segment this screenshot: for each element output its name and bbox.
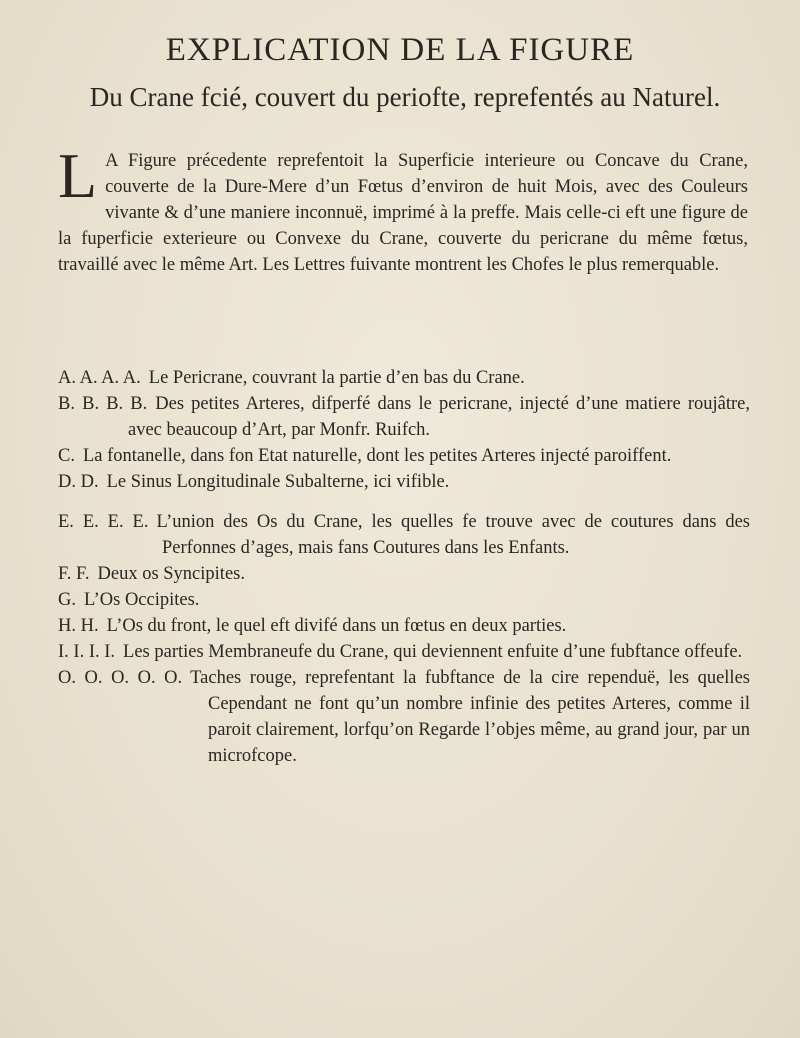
intro-paragraph bbox=[58, 140, 748, 278]
legend-entry bbox=[58, 391, 750, 443]
intro-text: A Figure précedente reprefentoit la Superficie interieure ou Concave du Crane, couverte de la Dure-Mere d’un Fœtus d’environ de huit Mois, avec des Couleurs vivante & d’une maniere inconnuë, imprimé à la preffe. Mais celle-ci eft une figure de la fuperficie exterieure ou Convexe du Crane, couverte du pericrane du même fœtus, travaillé avec le même Art. Les Lettres fuivante montrent les Chofes le plus remerquable. bbox=[58, 151, 748, 275]
legend-entry bbox=[58, 365, 750, 391]
legend-key: D. D. bbox=[58, 472, 99, 492]
legend-text: L’union des Os du Crane, les quelles fe trouve avec de coutures dans des Perfonnes d’ages, mais fans Coutures dans les Enfants. bbox=[156, 512, 750, 558]
drop-cap: L bbox=[58, 140, 98, 211]
page-subtitle: Du Crane fcié, couvert du periofte, reprefentés au Naturel. bbox=[89, 82, 721, 112]
legend-key: A. A. A. A. bbox=[58, 368, 141, 388]
legend-text: La fontanelle, dans fon Etat naturelle, dont les petites Arteres injecté paroiffent. bbox=[82, 446, 672, 466]
legend-entry bbox=[58, 561, 750, 587]
legend-entry bbox=[58, 443, 750, 469]
legend-text: Des petites Arteres, difperfé dans le pericrane, injecté d’une matiere roujâtre, avec beaucoup d’Art, par Monfr. Ruifch. bbox=[128, 394, 750, 440]
legend-text: L’Os Occipites. bbox=[84, 590, 200, 610]
legend-entry bbox=[58, 509, 750, 561]
legend-entry bbox=[58, 639, 750, 665]
legend-entry bbox=[58, 613, 750, 639]
legend-entry bbox=[58, 665, 750, 769]
legend-key: H. H. bbox=[58, 616, 99, 636]
legend-text: L’Os du front, le quel eft divifé dans un fœtus en deux parties. bbox=[106, 616, 567, 636]
legend-text: Les parties Membraneufe du Crane, qui deviennent enfuite d’une fubftance offeufe. bbox=[123, 642, 743, 662]
legend-key: E. E. E. E. bbox=[58, 512, 149, 532]
legend-entry bbox=[58, 587, 750, 613]
legend-text: Le Sinus Longitudinale Subalterne, ici vifible. bbox=[106, 472, 450, 492]
legend-key: G. bbox=[58, 590, 76, 610]
legend-list bbox=[58, 365, 750, 769]
legend-key: F. F. bbox=[58, 564, 90, 584]
legend-key: C. bbox=[58, 446, 75, 466]
legend-text: Taches rouge, reprefentant la fubftance de la cire rependuë, les quelles Cependant ne font qu’un nombre infinie des petites Arteres, comme il paroit clairement, lorfqu’on Regarde l’objes même, au grand jour, par un microfcope. bbox=[190, 668, 750, 766]
legend-text: Deux os Syncipites. bbox=[97, 564, 245, 584]
legend-key: B. B. B. B. bbox=[58, 394, 148, 414]
legend-key: O. O. O. O. O. bbox=[58, 668, 183, 688]
legend-text: Le Pericrane, couvrant la partie d’en bas du Crane. bbox=[148, 368, 525, 388]
legend-key: I. I. I. I. bbox=[58, 642, 116, 662]
legend-entry bbox=[58, 469, 750, 495]
page-title: EXPLICATION DE LA FIGURE bbox=[165, 32, 635, 68]
